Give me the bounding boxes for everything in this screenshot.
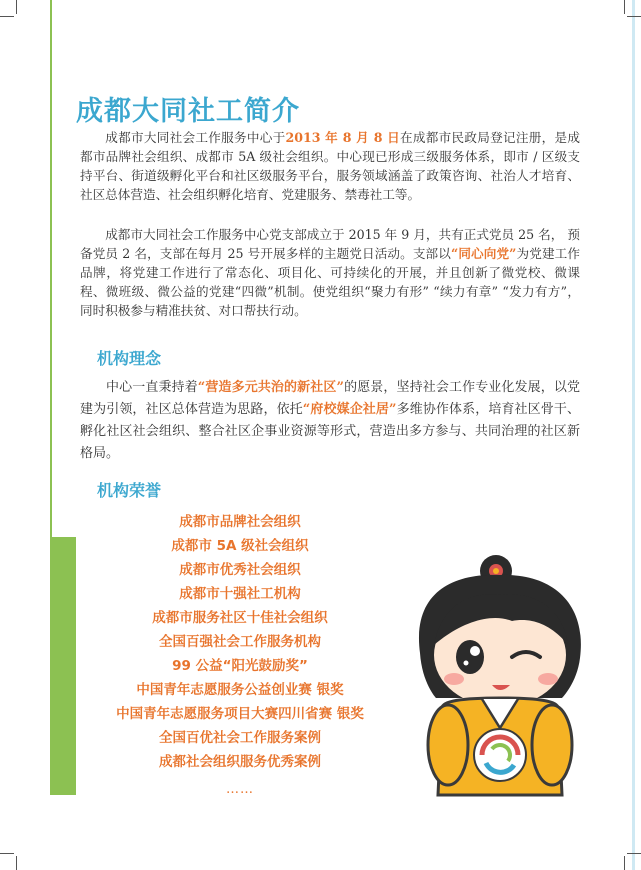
page-title: 成都大同社工简介 — [76, 96, 300, 127]
intro-text: 在成都市民政局登记注册，是成都市品牌社会组织、成都市 5A 级社会组织。中心现已形成三级服务体系，即市 / 区级支持平台、街道级孵化平台和社区级服务平台，服务领域涵盖了政策咨询、社治人才培育、社区总体营造、社会组织孵化培育、党建服务、禁毒社工等。 — [80, 130, 581, 202]
crop-mark — [16, 0, 17, 14]
honors-list — [80, 510, 400, 774]
collaboration-system: “府校媒企社居” — [302, 402, 397, 417]
honors-heading: 机构荣誉 — [97, 481, 162, 500]
founding-date: 2013 年 8 月 8 日 — [285, 130, 401, 145]
accent-bar — [50, 537, 76, 795]
honor-item: 成都市优秀社会组织 — [179, 562, 301, 578]
crop-mark — [0, 853, 14, 854]
honors-more: …… — [226, 782, 254, 797]
honor-item: 全国百强社会工作服务机构 — [159, 634, 321, 650]
intro-paragraph-1 — [80, 128, 580, 204]
honor-item: 成都市十强社工机构 — [179, 586, 301, 602]
party-text: 成都市大同社会工作服务中心党支部成立于 2015 年 9 月，共有正式党员 25 名， 预备党员 2 名，支部在每月 25 号开展多样的主题党日活动。支部以 — [80, 227, 580, 261]
honor-item: 成都市 5A 级社会组织 — [171, 538, 309, 554]
honor-item: 全国百优社会工作服务案例 — [159, 730, 321, 746]
honor-item: 成都市服务社区十佳社会组织 — [152, 610, 328, 626]
crop-mark — [627, 16, 641, 17]
crop-mark — [627, 853, 641, 854]
philosophy-text: 中心一直秉持着 — [106, 380, 198, 395]
crop-mark — [624, 856, 625, 870]
crop-mark — [624, 0, 625, 14]
philosophy-text: 的愿景，坚持社会工作专业化发展，以党建为引领，社区总体营造为思路，依托 — [80, 380, 580, 417]
mascot-icon — [412, 533, 587, 803]
party-text: 为党建工作品牌，将党建工作进行了常态化、项目化、可持续化的开展，并且创新了微党校、微课程、微班级、微公益的党建“四微”机制。使党组织“聚力有形” “续力有章” “发力有方”，同时积极参与精准扶贫、对口帮扶行动。 — [80, 246, 580, 318]
honor-item: 中国青年志愿服务项目大赛四川省赛 银奖 — [116, 706, 364, 722]
crop-mark — [16, 856, 17, 870]
vision-slogan: “营造多元共治的新社区” — [197, 380, 344, 395]
crop-mark — [0, 16, 14, 17]
intro-text: 成都市大同社会工作服务中心于 — [105, 130, 286, 145]
accent-line — [50, 0, 52, 545]
honor-item: 成都社会组织服务优秀案例 — [159, 754, 321, 770]
philosophy-heading: 机构理念 — [97, 349, 162, 368]
honor-item: 成都市品牌社会组织 — [179, 514, 301, 530]
philosophy-text: 多维协作体系，培育社区骨干、孵化社区社会组织、整合社区企事业资源等形式，营造出多方参与、共同治理的社区新格局。 — [80, 402, 580, 461]
intro-paragraph-2 — [80, 225, 580, 320]
honor-item: 99 公益“阳光鼓励奖” — [172, 658, 308, 674]
page-edge — [632, 0, 635, 870]
philosophy-paragraph — [80, 377, 580, 465]
party-brand: “同心向党” — [450, 246, 517, 261]
honor-item: 中国青年志愿服务公益创业赛 银奖 — [136, 682, 344, 698]
